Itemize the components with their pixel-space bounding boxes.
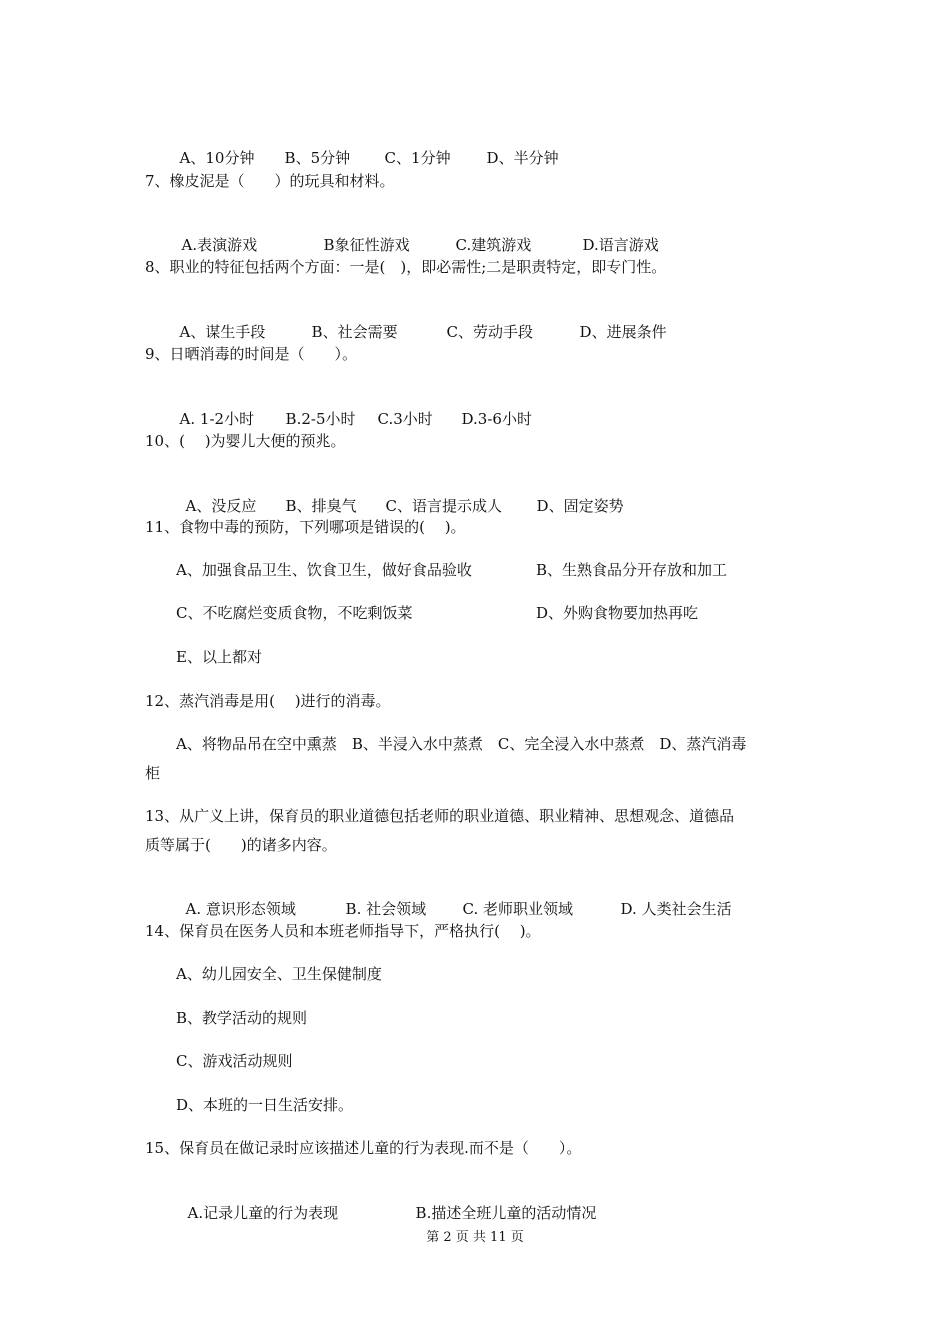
- q7-options: [172, 212, 659, 256]
- option: B象征性游戏: [323, 236, 410, 254]
- option: D.语言游戏: [582, 236, 659, 254]
- q15-options: [178, 1180, 596, 1224]
- option: C. 老师职业领域: [462, 900, 574, 918]
- option: D、半分钟: [486, 149, 559, 167]
- option: C、语言提示成人: [385, 497, 503, 515]
- option: A.记录儿童的行为表现: [187, 1204, 339, 1222]
- option: D、进展条件: [579, 323, 667, 341]
- option: B、排臭气: [285, 497, 357, 515]
- option: C、1分钟: [384, 149, 451, 167]
- option: E、以上都对: [176, 648, 262, 666]
- question-stem: 13、从广义上讲，保育员的职业道德包括老师的职业道德、职业精神、思想观念、道德品: [145, 807, 735, 825]
- option: B、教学活动的规则: [176, 1009, 308, 1027]
- option: A.表演游戏: [181, 236, 258, 254]
- option: A、幼儿园安全、卫生保健制度: [176, 965, 382, 983]
- question-stem: 14、保育员在医务人员和本班老师指导下，严格执行( )。: [145, 922, 541, 940]
- option: A. 意识形态领域: [185, 900, 296, 918]
- option: B. 社会领域: [345, 900, 427, 918]
- option: D、本班的一日生活安排。: [176, 1096, 354, 1114]
- question-stem: 7、橡皮泥是（ ）的玩具和材料。: [145, 172, 395, 190]
- options-line: 柜: [145, 764, 161, 782]
- question-stem: 11、食物中毒的预防，下列哪项是错误的( )。: [145, 518, 466, 536]
- question-stem: 8、职业的特征包括两个方面：一是( )，即必需性;二是职责特定，即专门性。: [145, 258, 667, 276]
- question-stem: 10、( )为婴儿大便的预兆。: [145, 432, 346, 450]
- q6-options: [170, 125, 559, 169]
- option: A、10分钟: [179, 149, 255, 167]
- option: B、生熟食品分开存放和加工: [536, 561, 728, 579]
- option: C、不吃腐烂变质食物，不吃剩饭菜: [176, 604, 413, 622]
- question-stem: 9、日晒消毒的时间是（ ）。: [145, 345, 358, 363]
- option: A、加强食品卫生、饮食卫生，做好食品验收: [176, 561, 472, 579]
- question-stem: 15、保育员在做记录时应该描述儿童的行为表现.而不是（ ）。: [145, 1139, 582, 1157]
- option: D. 人类社会生活: [620, 900, 732, 918]
- question-stem: 质等属于( )的诸多内容。: [145, 836, 337, 854]
- option: B、社会需要: [311, 323, 398, 341]
- option: D、固定姿势: [536, 497, 624, 515]
- option: C、游戏活动规则: [176, 1052, 293, 1070]
- page-footer: 第 2 页 共 11 页: [426, 1230, 524, 1245]
- option: C、劳动手段: [446, 323, 534, 341]
- option: B.2-5小时: [285, 410, 356, 428]
- question-stem: 12、蒸汽消毒是用( )进行的消毒。: [145, 692, 391, 710]
- option: D.3-6小时: [461, 410, 532, 428]
- q8-options: [170, 299, 667, 343]
- q10-options: [176, 473, 624, 517]
- option: A、没反应: [185, 497, 257, 515]
- option: A、谋生手段: [179, 323, 266, 341]
- q9-options: [170, 386, 532, 430]
- option: C.3小时: [377, 410, 433, 428]
- q13-options: [176, 876, 732, 920]
- option: D、外购食物要加热再吃: [536, 604, 699, 622]
- option: B.描述全班儿童的活动情况: [415, 1204, 597, 1222]
- option: C.建筑游戏: [455, 236, 532, 254]
- options-line: A、将物品吊在空中熏蒸 B、半浸入水中蒸煮 C、完全浸入水中蒸煮 D、蒸汽消毒: [176, 735, 747, 753]
- option: B、5分钟: [284, 149, 351, 167]
- option: A. 1-2小时: [179, 410, 255, 428]
